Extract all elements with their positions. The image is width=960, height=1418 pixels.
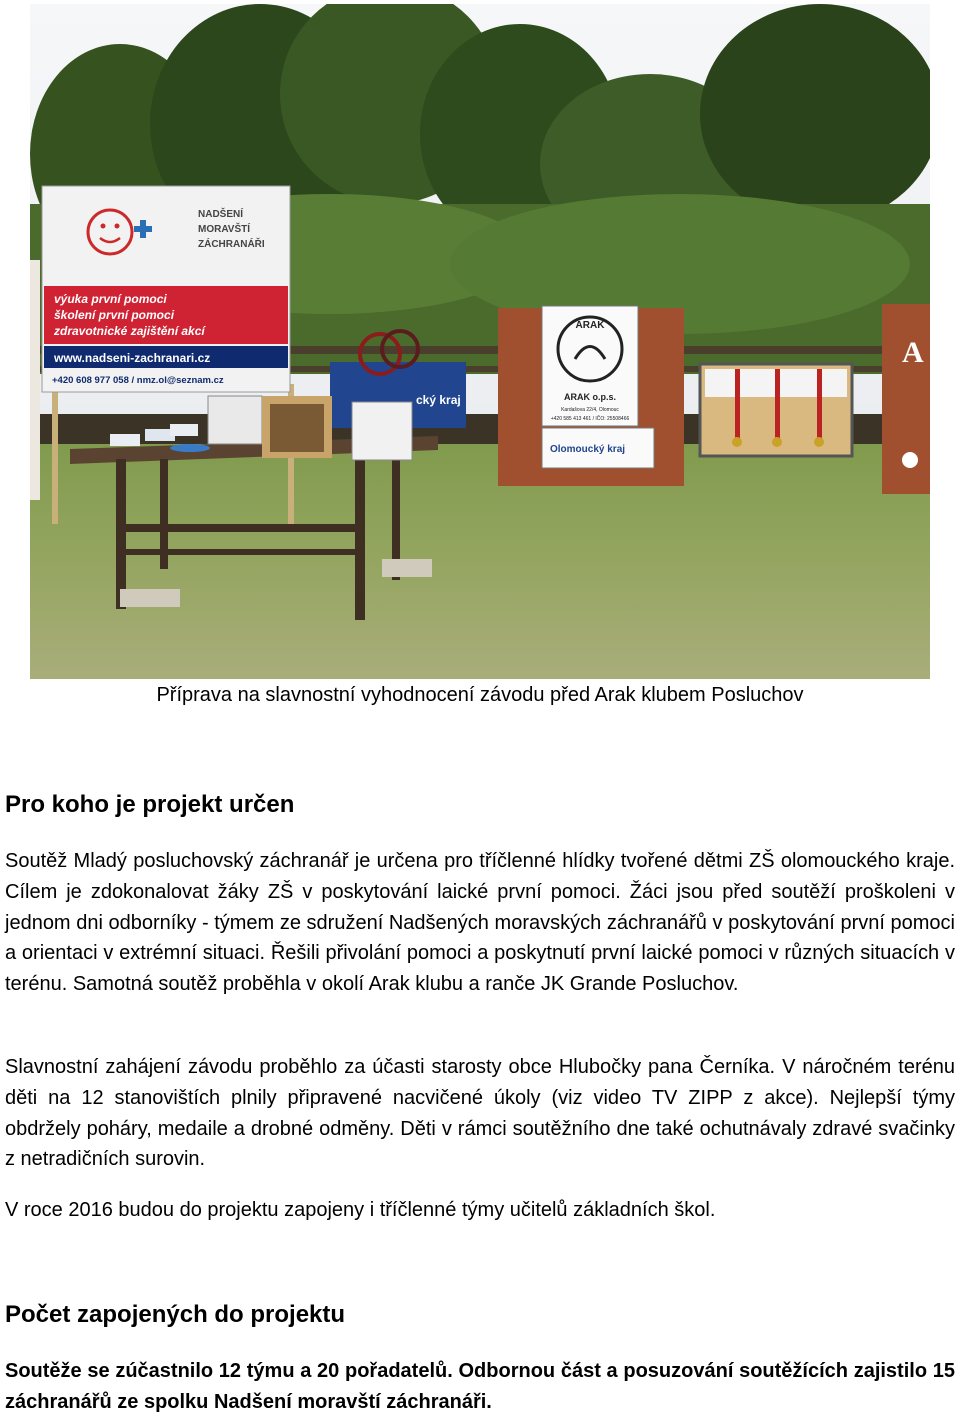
svg-text:+420 608 977 058 / nmz.ol@sezn: +420 608 977 058 / nmz.ol@seznam.cz xyxy=(52,375,224,386)
sign-arak xyxy=(498,306,684,486)
sign-right xyxy=(882,304,930,494)
svg-text:ZÁCHRANÁŘI: ZÁCHRANÁŘI xyxy=(198,239,265,250)
svg-text:výuka první pomoci: výuka první pomoci xyxy=(54,292,167,306)
section-heading-target: Pro koho je projekt určen xyxy=(5,791,295,818)
photo-caption: Příprava na slavnostní vyhodnocení závodu před Arak klubem Posluchov xyxy=(156,684,804,706)
svg-text:Kardašova 22/4, Olomouc: Kardašova 22/4, Olomouc xyxy=(561,407,619,413)
svg-text:zdravotnické zajištění akcí: zdravotnické zajištění akcí xyxy=(54,324,205,338)
svg-text:MORAVŠTÍ: MORAVŠTÍ xyxy=(198,224,251,235)
paragraph-plans-2016: V roce 2016 budou do projektu zapojeny i tříčlenné týmy učitelů základních škol. xyxy=(5,1199,716,1221)
medal-board xyxy=(700,364,852,456)
paragraph-opening: Slavnostní zahájení závodu proběhlo za účasti starosty obce Hlubočky pana Černíka. V náročném terénu děti na 12 stanovištích plnily připravené nacvičené úkoly (viz video TV ZIPP z akce). Nejlepší týmy obdržely poháry, medaile a drobné odměny. Děti v rámci soutěžního dne také ochutnávaly zdravé svačinky z netradičních surovin. xyxy=(5,1056,955,1171)
svg-text:+420 585 413 461 / IČO: 255084: +420 585 413 461 / IČO: 25508466 xyxy=(550,416,630,422)
svg-text:A: A xyxy=(902,336,924,369)
svg-text:Olomoucký kraj: Olomoucký kraj xyxy=(550,444,626,455)
svg-text:NADŠENÍ: NADŠENÍ xyxy=(198,209,244,220)
svg-text:školení první pomoci: školení první pomoci xyxy=(54,308,175,322)
section-heading-participants: Počet zapojených do projektu xyxy=(5,1301,346,1328)
svg-text:ARAK o.p.s.: ARAK o.p.s. xyxy=(563,392,617,402)
event-photo xyxy=(30,4,930,679)
paragraph-participants: Soutěže se zúčastnilo 12 týmu a 20 pořadatelů. Odbornou část a posuzování soutěžících zajistilo 15 záchranářů ze spolku Nadšení moravští záchranáři. xyxy=(5,1360,955,1413)
paragraph-about-competition: Soutěž Mladý posluchovský záchranář je určena pro tříčlenné hlídky tvořené dětmi ZŠ olomouckého kraje. Cílem je zdokonalovat žáky ZŠ v poskytování laické první pomoci. Žáci jsou před soutěží proškoleni v jednom dni odborníky - týmem ze sdružení Nadšených moravských záchranářů v poskytování první pomoci a orientaci v extrémní situaci. Řešili přivolání pomoci a poskytnutí první laické pomoci v různých situacích v terénu. Samotná soutěž proběhla v okolí Arak klubu a ranče JK Grande Posluchov. xyxy=(5,850,955,996)
banner-nadseni-zachranari xyxy=(42,186,290,392)
svg-text:ARAK: ARAK xyxy=(575,320,605,331)
svg-text:www.nadseni-zachranari.cz: www.nadseni-zachranari.cz xyxy=(54,351,211,365)
svg-text:cký kraj: cký kraj xyxy=(416,393,461,407)
